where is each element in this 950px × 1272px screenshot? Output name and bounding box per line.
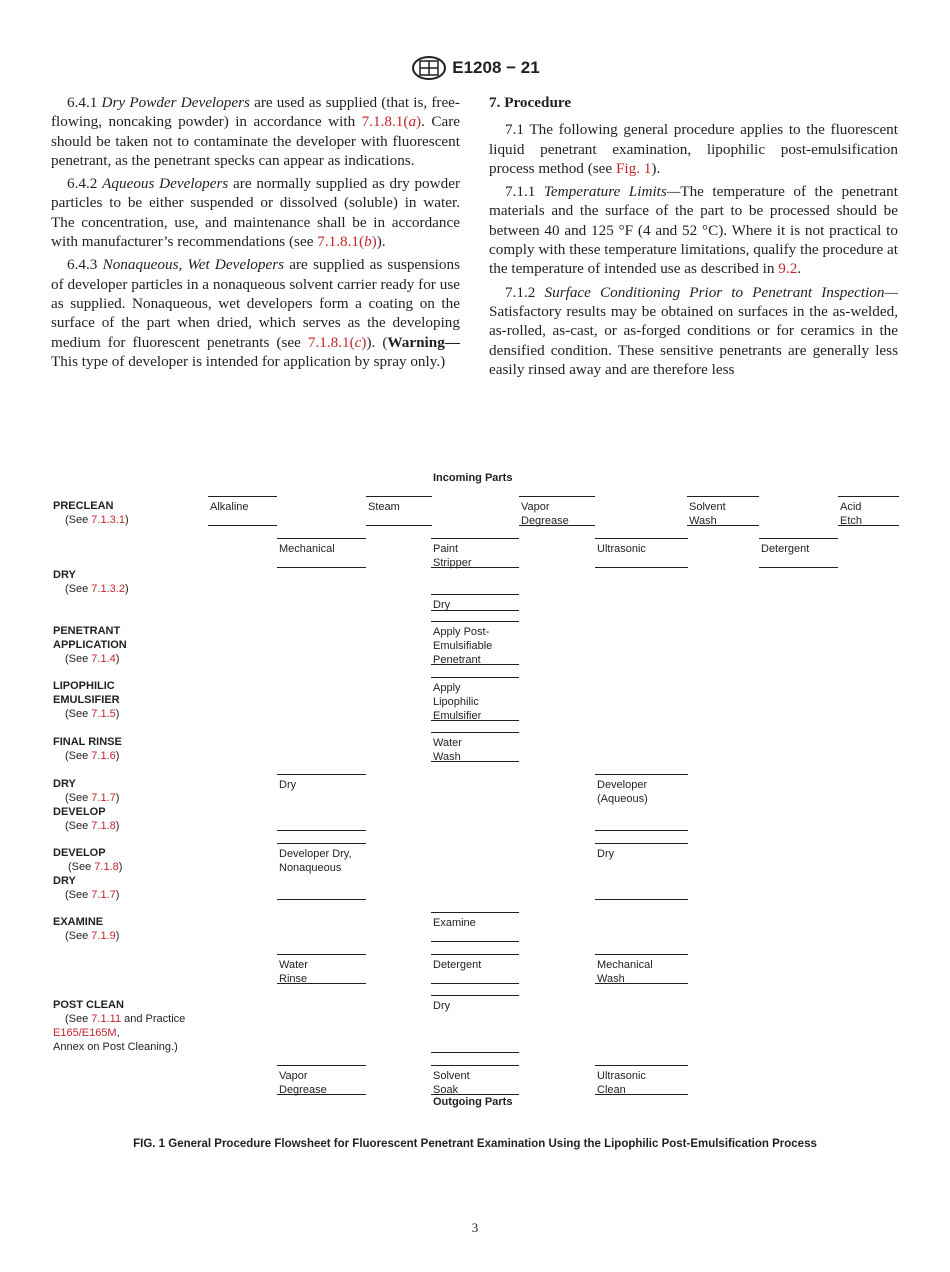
- ref-link[interactable]: 7.1.11: [91, 1013, 122, 1025]
- box-mechanical-wash: Mechanical Wash: [595, 954, 688, 984]
- box-dry-left: Dry: [277, 774, 366, 831]
- ref-link[interactable]: 7.1.6: [91, 750, 116, 762]
- ref-link[interactable]: 7.1.9: [91, 930, 116, 942]
- box-solvent-soak: Solvent Soak: [431, 1065, 519, 1095]
- box-water-wash: Water Wash: [431, 732, 519, 762]
- outgoing-parts-label: Outgoing Parts: [433, 1096, 513, 1108]
- box-dry-post: Dry: [431, 995, 519, 1053]
- fig-link[interactable]: Fig. 1: [615, 159, 652, 177]
- box-developer-aqueous: Developer (Aqueous): [595, 774, 688, 831]
- page-number: 3: [471, 1220, 479, 1235]
- box-water-rinse: Water Rinse: [277, 954, 366, 984]
- ref-link[interactable]: 7.1.7: [91, 889, 116, 901]
- ref-link[interactable]: 7.1.8: [94, 861, 119, 873]
- box-steam: Steam: [366, 496, 432, 526]
- ref-link[interactable]: 7.1.3.1: [91, 514, 125, 526]
- box-ultrasonic: Ultrasonic: [595, 538, 688, 568]
- ref-link[interactable]: 7.1.8: [91, 820, 116, 832]
- box-vapor-degrease-post: Vapor Degrease: [277, 1065, 366, 1095]
- step-label-preclean: PRECLEAN (See 7.1.3.1): [53, 500, 129, 526]
- paragraph-7-1: 7.1 The following general procedure applies to the fluorescent liquid penetrant examination, lipophilic post-emulsification process method (see Fig. 1).: [489, 121, 898, 177]
- ref-link[interactable]: 7.1.4: [91, 653, 116, 665]
- box-developer-nonaqueous: Developer Dry, Nonaqueous: [277, 843, 366, 900]
- paragraph-6-4-2: 6.4.2 Aqueous Developers are normally supplied as dry powder particles to be either suspended or dissolved (soluble) in water. The concentration, use, and maintenance shall be in accordance with manufacturer’s recommendations (see 7.1.8.1(b)).: [51, 175, 460, 251]
- box-alkaline: Alkaline: [208, 496, 277, 526]
- box-acid-etch: Acid Etch: [838, 496, 899, 526]
- ref-link[interactable]: 7.1.8.1(a): [361, 113, 422, 131]
- paragraph-7-1-2: 7.1.2 Surface Conditioning Prior to Penetrant Inspection—Satisfactory results may be obtained on surfaces in the as-welded, as-rolled, as-cast, or as-forged conditions or for ceramics in the densified condition. These sensitive penetrants are generally less easily rinsed away and are therefore less: [489, 283, 898, 378]
- box-dry: Dry: [431, 594, 519, 611]
- box-dry-right: Dry: [595, 843, 688, 900]
- step-label-dry: DRY (See 7.1.3.2): [53, 569, 129, 595]
- section-heading: 7. Procedure: [489, 94, 572, 111]
- step-label-final-rinse: FINAL RINSE (See 7.1.6): [53, 736, 122, 762]
- box-apply-emulsifier: Apply Lipophilic Emulsifier: [431, 677, 519, 721]
- box-paint-stripper: Paint Stripper: [431, 538, 519, 568]
- paragraph-7-1-1: 7.1.1 Temperature Limits—The temperature of the penetrant materials and the surface of the part to be processed should be between 40 and 125 °F (4 and 52 °C). Where it is not practical to comply with these temperature limitations, qualify the procedure at the temperature of intended use as described in 9.2.: [489, 183, 898, 278]
- step-label-emulsifier: LIPOPHILIC EMULSIFIER (See 7.1.5): [53, 680, 120, 720]
- box-ultrasonic-clean: Ultrasonic Clean: [595, 1065, 688, 1095]
- step-label-post-clean: POST CLEAN (See 7.1.11 and Practice E165/E165M, Annex on Post Cleaning.): [53, 999, 186, 1053]
- incoming-parts-label: Incoming Parts: [433, 472, 513, 484]
- ref-link[interactable]: E165/E165M: [53, 1027, 117, 1039]
- ref-link[interactable]: 7.1.8.1(b): [317, 233, 377, 251]
- ref-link[interactable]: 7.1.7: [91, 792, 116, 804]
- box-vapor-degrease: Vapor Degrease: [519, 496, 595, 526]
- ref-link[interactable]: 7.1.5: [91, 708, 116, 720]
- ref-link[interactable]: 9.2: [778, 260, 798, 278]
- paragraph-6-4-3: 6.4.3 Nonaqueous, Wet Developers are supplied as suspensions of developer particles in a nonaqueous solvent carrier ready for use as supplied. Nonaqueous, wet developers form a coating on the surface of the part when dried, which serves as the developing medium for fluorescent penetrants (see 7.1.8.1(c)). (Warning—This type of developer is intended for application by spray only.): [51, 256, 460, 370]
- step-label-develop-dry: DEVELOP (See 7.1.8) DRY (See 7.1.7): [53, 847, 123, 901]
- step-label-penetrant: PENETRANT APPLICATION (See 7.1.4): [53, 625, 127, 665]
- box-solvent-wash: Solvent Wash: [687, 496, 759, 526]
- box-apply-penetrant: Apply Post- Emulsifiable Penetrant: [431, 621, 519, 665]
- ref-link[interactable]: 7.1.8.1(c): [307, 333, 367, 351]
- standard-designation: E1208 − 21: [452, 58, 540, 77]
- figure-caption: FIG. 1 General Procedure Flowsheet for Fluorescent Penetrant Examination Using the Lipophilic Post-Emulsification Process: [133, 1138, 817, 1150]
- step-label-dry-develop: DRY (See 7.1.7) DEVELOP (See 7.1.8): [53, 778, 120, 832]
- ref-link[interactable]: 7.1.3.2: [91, 583, 125, 595]
- box-examine: Examine: [431, 912, 519, 942]
- box-detergent-post: Detergent: [431, 954, 519, 984]
- box-mechanical: Mechanical: [277, 538, 366, 568]
- box-detergent: Detergent: [759, 538, 838, 568]
- step-label-examine: EXAMINE (See 7.1.9): [53, 916, 120, 942]
- paragraph-6-4-1: 6.4.1 Dry Powder Developers are used as supplied (that is, free-flowing, noncaking powder) in accordance with 7.1.8.1(a). Care should be taken not to contaminate the developer with fluorescent penetrant, as the penetrant specks can appear as indications.: [51, 94, 460, 169]
